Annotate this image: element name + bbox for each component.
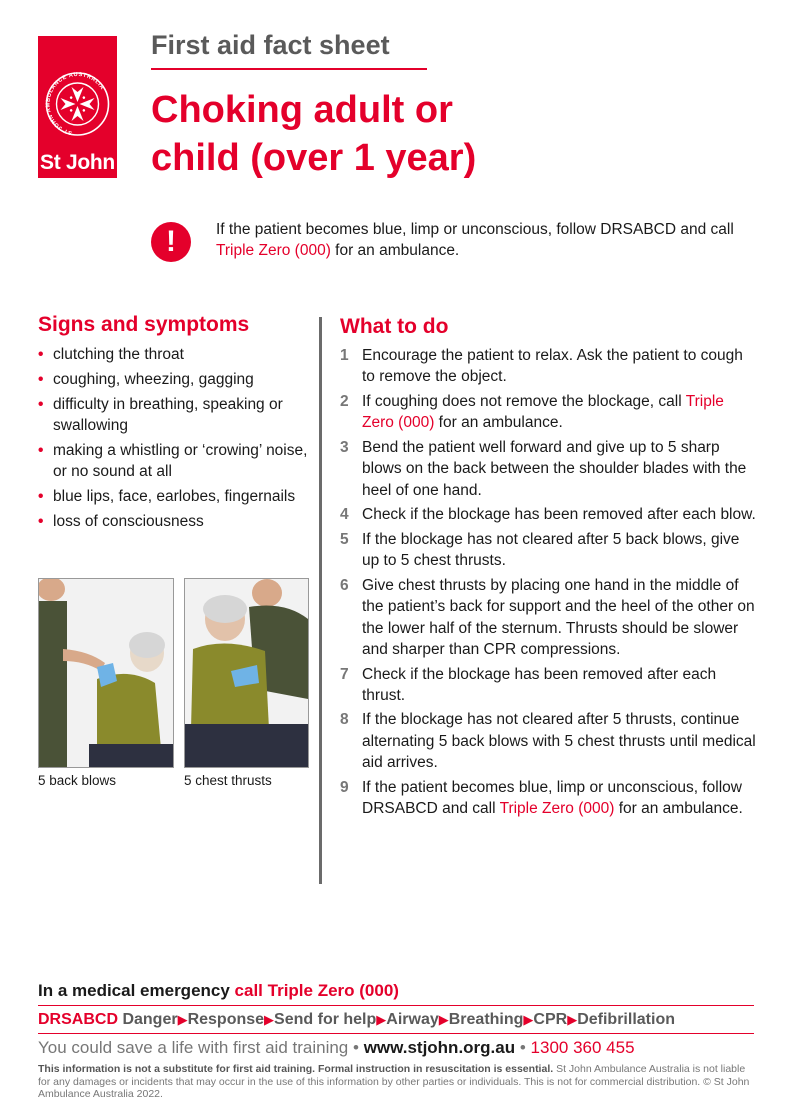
list-item: • difficulty in breathing, speaking or swallowing xyxy=(38,394,308,436)
step-number: 7 xyxy=(340,665,349,683)
drsabcd-step: CPR xyxy=(533,1011,568,1028)
list-item: • blue lips, face, earlobes, fingernails xyxy=(38,486,308,507)
logo-ring-text: ST JOHN AMBULANCE AUSTRALIA xyxy=(45,71,106,136)
emergency-call: call Triple Zero (000) xyxy=(234,981,399,1000)
drsabcd-step: Defibrillation xyxy=(577,1011,675,1028)
step-text-after: for an ambulance. xyxy=(434,414,563,432)
step-text: Check if the blockage has been removed after each blow. xyxy=(362,506,756,524)
step-number: 4 xyxy=(340,506,349,524)
step-text: Encourage the patient to relax. Ask the patient to cough to remove the object. xyxy=(362,347,743,386)
step-text: If the blockage has not cleared after 5 back blows, give up to 5 chest thrusts. xyxy=(362,530,740,570)
list-item xyxy=(340,437,760,501)
arrow-right-icon: ▶ xyxy=(376,1012,387,1027)
list-item xyxy=(340,529,760,572)
page-title xyxy=(151,86,751,182)
column-divider xyxy=(319,317,322,884)
fact-sheet-label: First aid fact sheet xyxy=(151,30,390,60)
disclaimer-bold: This information is not a substitute for first aid training. Formal instruction in resuscitation is essential. xyxy=(38,1063,554,1075)
alert-triple-zero: Triple Zero (000) xyxy=(216,242,331,259)
disclaimer-rest: St John Ambulance Australia is not liable for any damages or incidents that may occur in the use of this information by other parties or individuals. This is not for commercial distribution. © St John Ambulance Australia 2022. xyxy=(38,1063,750,1100)
arrow-right-icon: ▶ xyxy=(264,1012,275,1027)
chest-thrusts-photo xyxy=(184,578,309,768)
drsabcd-label: DRSABCD xyxy=(38,1011,118,1028)
chest-thrusts-caption: 5 chest thrusts xyxy=(184,773,272,788)
alert-message xyxy=(216,219,736,261)
drsabcd-step: Danger xyxy=(122,1011,178,1028)
emergency-text: In a medical emergency xyxy=(38,981,235,1000)
footer-divider xyxy=(38,1005,754,1006)
kicker-divider xyxy=(151,68,427,70)
maltese-cross-icon xyxy=(38,36,117,151)
step-text: Check if the blockage has been removed after each thrust. xyxy=(362,665,717,704)
list-item: • coughing, wheezing, gagging xyxy=(38,369,308,390)
save-a-life-line: You could save a life with first aid training • www.stjohn.org.au • 1300 360 455 xyxy=(38,1038,635,1057)
list-item xyxy=(340,504,760,525)
step-number: 1 xyxy=(340,347,349,364)
list-item xyxy=(340,345,760,388)
list-item xyxy=(340,709,760,773)
list-item xyxy=(340,777,760,820)
title-line-1: Choking adult or xyxy=(151,89,453,131)
step-triple-zero: Triple Zero (000) xyxy=(362,392,724,432)
symptoms-list xyxy=(38,344,308,536)
arrow-right-icon: ▶ xyxy=(438,1012,449,1027)
list-item xyxy=(340,664,760,707)
list-item xyxy=(340,575,760,660)
back-blows-caption: 5 back blows xyxy=(38,773,117,788)
back-blows-photo xyxy=(38,578,174,768)
step-number: 5 xyxy=(340,530,349,548)
steps-list xyxy=(340,345,760,823)
st-john-logo xyxy=(38,36,117,178)
step-text: Give chest thrusts by placing one hand in the middle of the patient’s back for support and the heel of the other on the lower half of the sternum. Thrusts should be slower and sharper than CPR compressions. xyxy=(362,576,755,658)
emergency-line xyxy=(38,981,399,1001)
phone-number[interactable]: 1300 360 455 xyxy=(530,1038,635,1057)
step-triple-zero: Triple Zero (000) xyxy=(499,800,615,818)
exclamation-icon: ! xyxy=(151,222,191,262)
list-item: • clutching the throat xyxy=(38,344,308,365)
what-to-do-heading: What to do xyxy=(340,315,449,338)
arrow-right-icon: ▶ xyxy=(567,1012,578,1027)
drsabcd-step: Response xyxy=(187,1011,265,1028)
step-text: Bend the patient well forward and give up to 5 sharp blows on the back between the shoulder blades with the heel of one hand. xyxy=(362,438,747,499)
step-text-after: for an ambulance. xyxy=(614,800,743,818)
disclaimer xyxy=(38,1063,758,1101)
alert-text-before: If the patient becomes blue, limp or unconscious, follow DRSABCD and call xyxy=(216,221,734,238)
drsabcd-step: Send for help xyxy=(274,1011,377,1028)
logo-brand-name: St John xyxy=(40,151,115,174)
svg-text:ST JOHN AMBULANCE AUSTRALIA xyxy=(45,72,105,136)
step-text: If coughing does not remove the blockage, call xyxy=(362,392,686,410)
step-number: 2 xyxy=(340,392,349,410)
signs-heading: Signs and symptoms xyxy=(38,313,250,336)
step-text: If the blockage has not cleared after 5 thrusts, continue alternating 5 back blows with 5 chest thrusts until medical aid arrives. xyxy=(362,711,756,772)
footer-divider xyxy=(38,1033,754,1034)
save-text: You could save a life with first aid training xyxy=(38,1038,349,1057)
step-number: 6 xyxy=(340,576,349,594)
step-number: 9 xyxy=(340,778,349,796)
step-number: 8 xyxy=(340,711,349,729)
list-item xyxy=(340,391,760,434)
title-line-2: child (over 1 year) xyxy=(151,137,477,179)
drsabcd-step: Breathing xyxy=(448,1011,524,1028)
website-link[interactable]: www.stjohn.org.au xyxy=(363,1038,516,1057)
arrow-right-icon: ▶ xyxy=(177,1012,188,1027)
drsabcd-step: Airway xyxy=(386,1011,439,1028)
arrow-right-icon: ▶ xyxy=(523,1012,534,1027)
list-item: • loss of consciousness xyxy=(38,511,308,532)
step-text: If the patient becomes blue, limp or unconscious, follow DRSABCD and call xyxy=(362,778,742,818)
step-number: 3 xyxy=(340,438,349,456)
list-item: • making a whistling or ‘crowing’ noise, or no sound at all xyxy=(38,440,308,482)
drsabcd-line xyxy=(38,1011,675,1029)
alert-text-after: for an ambulance. xyxy=(330,242,460,259)
